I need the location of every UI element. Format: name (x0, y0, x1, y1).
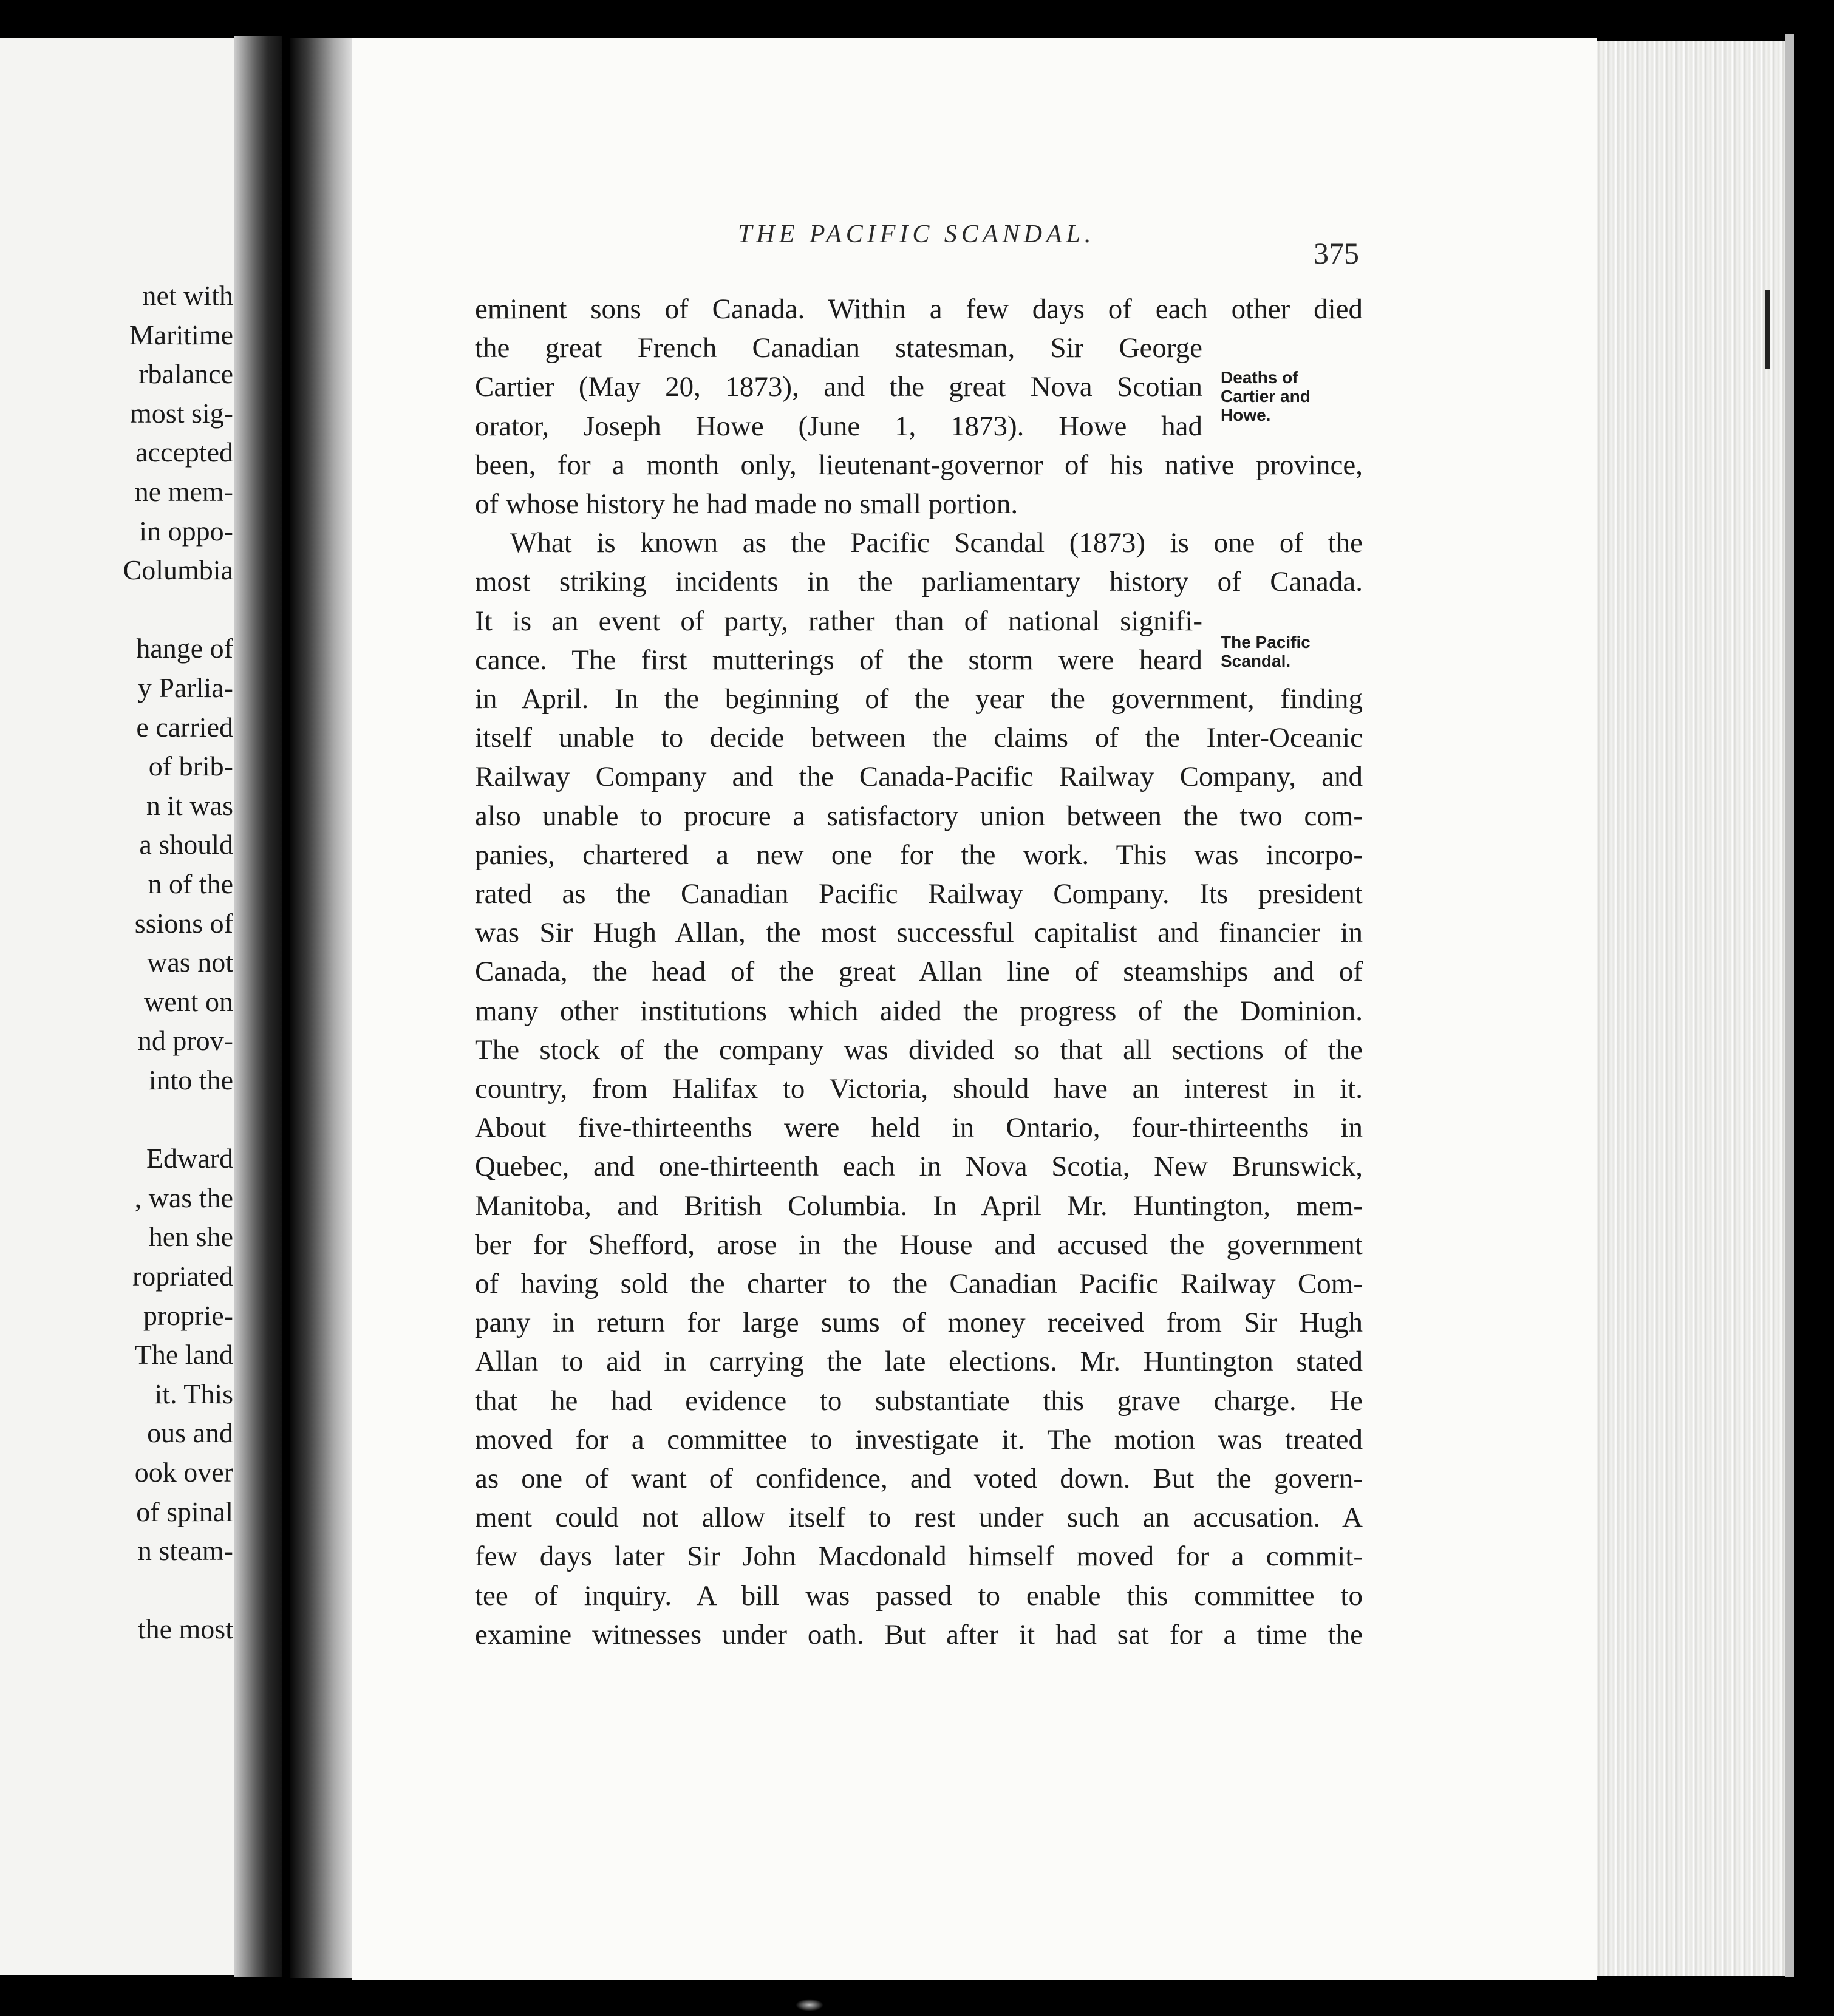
body-line: About five-thirteenths were held in Ontario, four-thirteenths in (475, 1112, 1363, 1144)
body-line: It is an event of party, rather than of national signifi- (475, 605, 1202, 637)
margin-note-line: Deaths of (1221, 368, 1298, 387)
left-page-line: proprie- (143, 1299, 233, 1331)
body-line: eminent sons of Canada. Within a few days of each other died (475, 293, 1363, 325)
left-page-line: of brib- (148, 751, 233, 782)
margin-note-line: Howe. (1221, 406, 1271, 424)
body-line: Manitoba, and British Columbia. In April Mr. Huntington, mem- (475, 1190, 1363, 1222)
left-page-line: y Parlia- (137, 672, 233, 703)
body-line: moved for a committee to investigate it. The motion was treated (475, 1423, 1363, 1456)
book-cover-edge (1785, 34, 1794, 1977)
body-line: been, for a month only, lieutenant-governor of his native province, (475, 449, 1363, 481)
left-page-line: it. This (154, 1378, 233, 1409)
body-line: was Sir Hugh Allan, the most successful capitalist and financier in (475, 917, 1363, 949)
body-line: examine witnesses under oath. But after it had sat for a time the (475, 1618, 1363, 1650)
body-line: panies, chartered a new one for the work. This was incorpo- (475, 839, 1363, 871)
body-line: orator, Joseph Howe (June 1, 1873). Howe had (475, 410, 1202, 442)
left-page-line: of spinal (136, 1496, 233, 1527)
left-page-line: hen she (148, 1221, 233, 1253)
left-page-line: e carried (136, 711, 233, 743)
left-page-line: nd prov- (137, 1025, 233, 1057)
left-page-line: The land (134, 1339, 233, 1371)
body-line: Cartier (May 20, 1873), and the great Nova Scotian (475, 371, 1202, 403)
left-page-line: most sig- (130, 397, 233, 429)
left-page-line: accepted (135, 437, 233, 468)
left-page-line: n of the (148, 868, 233, 899)
body-line: Allan to aid in carrying the late elections. Mr. Huntington stated (475, 1346, 1363, 1378)
scan-mark (1765, 290, 1770, 369)
body-line: Canada, the head of the great Allan line of steamships and of (475, 956, 1363, 988)
margin-note-deaths (1221, 368, 1311, 424)
body-line: What is known as the Pacific Scandal (1873) is one of the (510, 527, 1363, 559)
margin-note-line: Cartier and (1221, 387, 1311, 406)
left-page-line: ropriated (132, 1261, 233, 1292)
margin-note-line: The Pacific (1221, 633, 1311, 652)
margin-note-line: Scandal. (1221, 652, 1291, 670)
body-line: many other institutions which aided the progress of the Dominion. (475, 995, 1363, 1027)
body-line: cance. The first mutterings of the storm were heard (475, 644, 1202, 676)
body-line: Railway Company and the Canada-Pacific Railway Company, and (475, 761, 1363, 793)
body-line: as one of want of confidence, and voted down. But the govern- (475, 1463, 1363, 1494)
body-line: pany in return for large sums of money received from Sir Hugh (475, 1307, 1363, 1339)
left-page-line: into the (148, 1064, 233, 1095)
body-line: The stock of the company was divided so that all sections of the (475, 1034, 1363, 1066)
left-page-line: Columbia (123, 554, 233, 586)
body-line: in April. In the beginning of the year the government, finding (475, 683, 1363, 715)
body-line: Quebec, and one-thirteenth each in Nova Scotia, New Brunswick, (475, 1151, 1363, 1183)
left-page-line: ook over (134, 1457, 233, 1488)
body-line: ber for Shefford, arose in the House and accused the government (475, 1228, 1363, 1261)
left-page-line: was not (147, 947, 233, 978)
left-page-line: net with (142, 280, 233, 311)
body-line: also unable to procure a satisfactory union between the two com- (475, 800, 1363, 832)
left-page-line: went on (144, 986, 233, 1017)
running-head: THE PACIFIC SCANDAL. (738, 220, 1096, 248)
left-page-line: hange of (136, 633, 233, 664)
page-number: 375 (1314, 236, 1359, 270)
left-page-line: a should (139, 829, 233, 860)
left-page-line: the most (137, 1613, 233, 1645)
body-line: the great French Canadian statesman, Sir George (475, 332, 1202, 364)
left-page-line: in oppo- (139, 515, 233, 547)
left-page-line: rbalance (138, 358, 233, 390)
body-line: that he had evidence to substantiate this grave charge. He (475, 1384, 1363, 1417)
scan-smudge (796, 1999, 823, 2011)
body-line: of whose history he had made no small portion. (475, 488, 1018, 520)
left-page-line: Maritime (129, 319, 233, 350)
right-page-gutter-shadow (290, 38, 357, 1978)
body-line: country, from Halifax to Victoria, should have an interest in it. (475, 1073, 1363, 1105)
body-line: itself unable to decide between the claims of the Inter-Oceanic (475, 722, 1363, 754)
left-page-line: n steam- (137, 1535, 233, 1567)
left-facing-page (0, 38, 237, 1975)
body-line: of having sold the charter to the Canadian Pacific Railway Com- (475, 1268, 1363, 1299)
body-line: most striking incidents in the parliamentary history of Canada. (475, 566, 1363, 598)
body-line: few days later Sir John Macdonald himself moved for a commit- (475, 1541, 1363, 1573)
left-page-gutter-shadow (234, 36, 282, 1977)
body-line: rated as the Canadian Pacific Railway Company. Its president (475, 878, 1363, 910)
left-page-line: , was the (134, 1182, 233, 1213)
book-page-edges (1591, 41, 1785, 1976)
body-line: ment could not allow itself to rest under such an accusation. A (475, 1502, 1363, 1534)
left-page-line: n it was (146, 789, 233, 821)
margin-note-pacific-scandal (1221, 633, 1311, 670)
left-page-line: Edward (146, 1143, 233, 1174)
body-line: tee of inquiry. A bill was passed to enable this committee to (475, 1579, 1363, 1612)
left-page-line: ssions of (134, 907, 233, 939)
left-page-line: ous and (147, 1417, 233, 1449)
left-page-line: ne mem- (134, 476, 233, 507)
